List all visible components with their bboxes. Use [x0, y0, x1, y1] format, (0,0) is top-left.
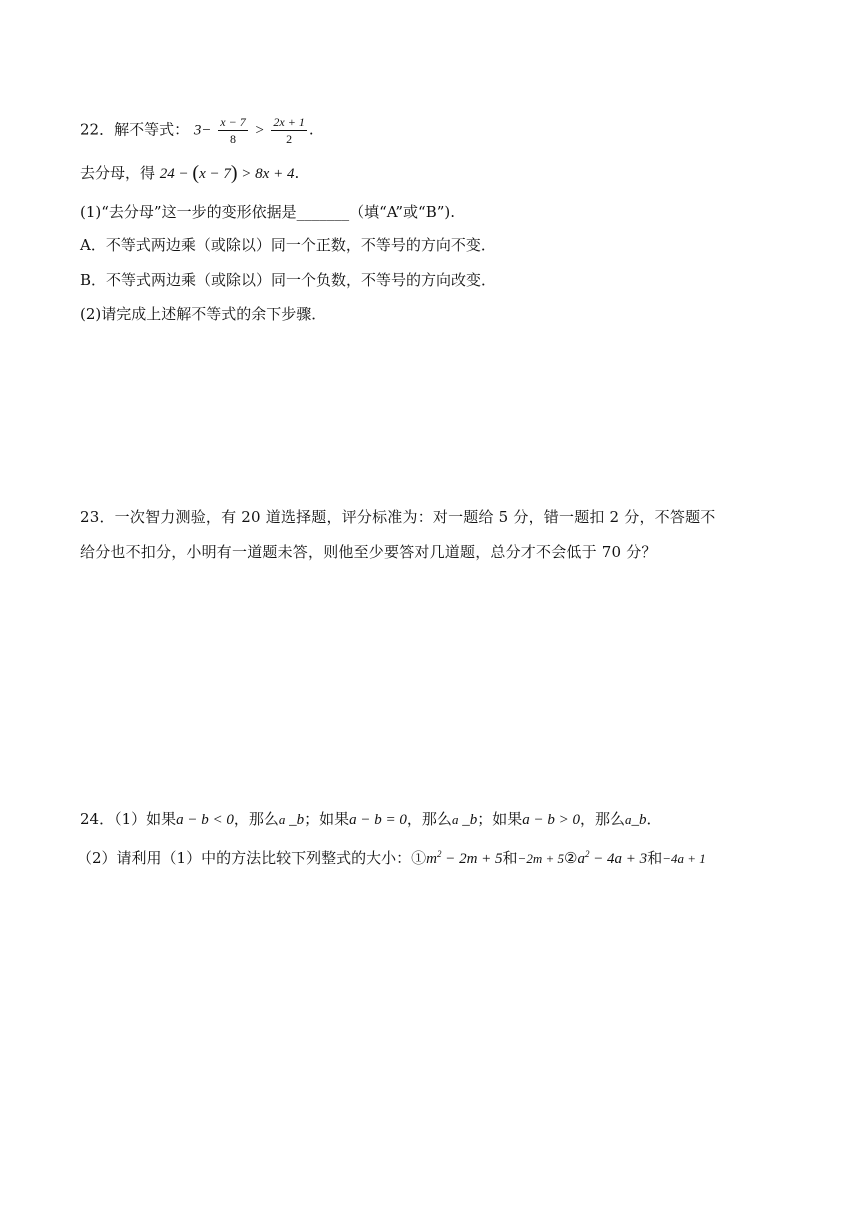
q22-fraction-2 [271, 114, 306, 147]
q24-blank-2: _b [458, 812, 478, 828]
q24-text-1: ，那么 [233, 810, 279, 828]
q24-expr-2: a − b = 0 [349, 812, 407, 828]
q24-blank-1: _b [285, 812, 305, 828]
q22-step-right: > 8x + 4 [237, 166, 295, 182]
q22-step [80, 161, 299, 185]
q22-end: . [308, 120, 314, 139]
q24-blank-3: _b [631, 812, 647, 828]
q24-text-2: ；如果 [304, 810, 350, 828]
circle-1-marker: ① [411, 849, 427, 867]
q23-line-2: 给分也不扣分，小明有一道题未答，则他至少要答对几道题，总分才不会低于 70 分？ [80, 543, 657, 561]
q22-part1: (1)“去分母”这一步的变形依据是_______（填“A”或“B”). [80, 203, 456, 221]
q22-step-paren-open: ( [192, 162, 200, 184]
q24-text-3: ，那么 [406, 810, 452, 828]
q22-frac1-denominator: 8 [230, 132, 237, 146]
q22-minus: − [201, 122, 212, 139]
q22-intro: 解不等式： [114, 120, 190, 139]
q24-expr-1: a − b < 0 [176, 812, 234, 828]
q24-m-var: m [426, 851, 437, 867]
q22-step-inner: x − 7 [199, 166, 231, 182]
q24-a-expr-2: −4a + 1 [662, 851, 706, 866]
q22-step-paren-close: ) [230, 162, 238, 184]
q22-frac2-denominator: 2 [286, 132, 293, 146]
q24-number: 24．（1）如果 [80, 810, 177, 828]
q24-m-sup: 2 [436, 849, 442, 859]
q22-number: 22． [80, 120, 115, 139]
q22-fraction-1 [218, 114, 247, 147]
q22-step-label: 去分母，得 [80, 164, 156, 182]
q24-part1 [80, 809, 661, 830]
q24-a-var: a [577, 851, 585, 867]
q24-a-sup: 2 [584, 849, 590, 859]
q24-part2 [77, 844, 706, 869]
q22-option-b: B．不等式两边乘（或除以）同一个负数，不等号的方向改变． [80, 271, 497, 289]
q24-a-rest: − 4a + 3 [589, 851, 648, 867]
q24-and-1: 和 [502, 849, 518, 867]
q24-a-expr [577, 851, 647, 867]
q24-text-6: ． [646, 810, 662, 828]
q24-expr-3: a − b > 0 [522, 812, 580, 828]
q24-m-rest: − 2m + 5 [441, 851, 503, 867]
q24-text-4: ；如果 [477, 810, 523, 828]
q22-statement [80, 114, 314, 144]
q24-and-2: 和 [647, 849, 663, 867]
q24-m-expr [426, 851, 502, 867]
q22-frac2-numerator: 2x + 1 [273, 115, 305, 129]
q24-text-5: ，那么 [579, 810, 625, 828]
q24-part2-text: （2）请利用（1）中的方法比较下列整式的大小： [77, 849, 412, 867]
q24-a-1: a [278, 812, 286, 827]
q22-option-a: A．不等式两边乘（或除以）同一个正数，不等号的方向不变． [80, 236, 496, 254]
q22-step-end: . [294, 164, 300, 182]
q22-part2: (2)请完成上述解不等式的余下步骤． [80, 305, 327, 323]
q22-gt: > [254, 122, 265, 139]
circle-2-marker: ② [563, 849, 578, 867]
q23-line-1: 23．一次智力测验，有 20 道选择题，评分标准为：对一题给 5 分，错一题扣 2 分，不答题不 [80, 508, 716, 526]
q22-const: 3 [193, 122, 202, 139]
q22-step-left: 24 − [159, 166, 193, 182]
q24-a-2: a [451, 812, 459, 827]
q22-frac1-numerator: x − 7 [220, 115, 246, 129]
q24-m-expr-2: −2m + 5 [517, 851, 564, 866]
q24-a-3: a [624, 812, 632, 827]
